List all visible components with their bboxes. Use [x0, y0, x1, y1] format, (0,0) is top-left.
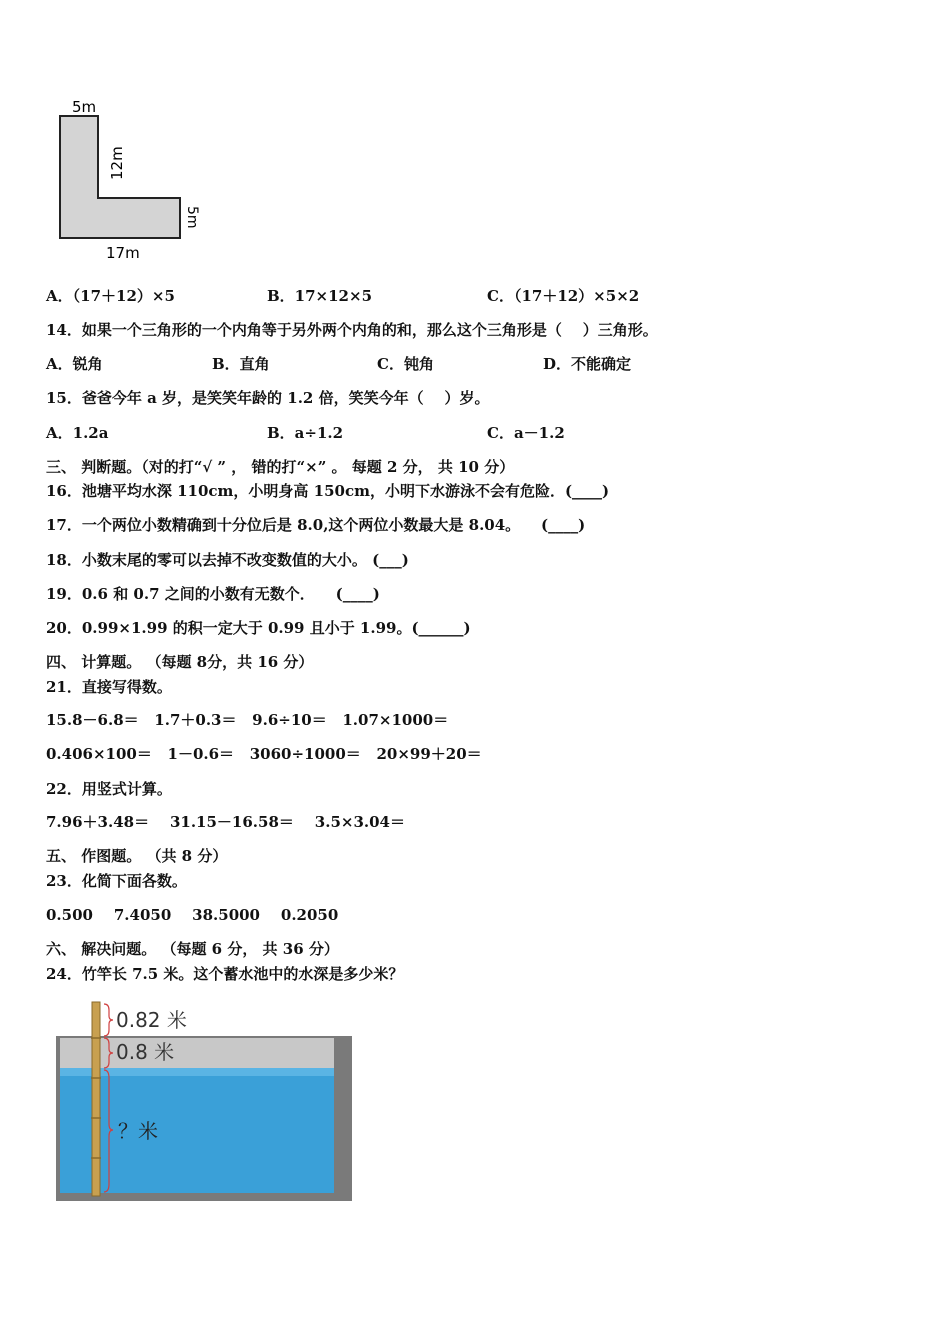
- q22-row: 7.96＋3.48＝ 31.15－16.58＝ 3.5×3.04＝: [46, 813, 405, 831]
- q14-option-b: B．直角: [212, 355, 270, 373]
- q14-option-a: A．锐角: [46, 355, 103, 373]
- q14-option-d: D．不能确定: [543, 355, 632, 373]
- q21: 21．直接写得数。: [46, 678, 172, 696]
- q16: 16．池塘平均水深 110cm，小明身高 150cm，小明下水游泳不会有危险．(____): [46, 482, 610, 500]
- pool-air-layer: [60, 1038, 334, 1068]
- section-5-heading: 五、 作图题。 （共 8 分）: [46, 847, 228, 865]
- q21-row-2: 0.406×100＝ 1－0.6＝ 3060÷1000＝ 20×99＋20＝: [46, 745, 482, 763]
- q15-option-b: B．a÷1.2: [267, 424, 344, 442]
- q23: 23．化简下面各数。: [46, 872, 187, 890]
- q13-option-b: B．17×12×5: [267, 287, 373, 305]
- bamboo-pole: [92, 1002, 100, 1196]
- l-right-label: 5m: [184, 206, 200, 229]
- pool-water-highlight: [60, 1068, 334, 1076]
- q13-option-c: C．（17＋12）×5×2: [487, 287, 640, 305]
- l-top-label: 5m: [72, 98, 97, 116]
- pool-figure: [56, 998, 352, 1203]
- brace-top: [104, 1004, 113, 1036]
- pool-water: [60, 1068, 334, 1193]
- q24: 24．竹竿长 7.5 米。这个蓄水池中的水深是多少米？: [46, 965, 404, 983]
- l-bottom-label: 17m: [106, 244, 140, 262]
- q22: 22．用竖式计算。: [46, 780, 172, 798]
- l-side-label: 12m: [108, 146, 126, 180]
- q20: 20．0.99×1.99 的积一定大于 0.99 且小于 1.99。(______): [46, 619, 471, 637]
- pool-label-water: ？米: [118, 1119, 158, 1143]
- q14-option-c: C．钝角: [377, 355, 434, 373]
- section-4-heading: 四、 计算题。 （每题 8分，共 16 分）: [46, 653, 314, 671]
- section-3-heading: 三、 判断题。（对的打“√ ” ， 错的打“×” 。 每题 2 分， 共 10 分）: [46, 458, 515, 476]
- l-shape-figure: [50, 94, 220, 266]
- q15-option-c: C．a－1.2: [487, 424, 565, 442]
- q13-option-a: A．（17＋12）×5: [46, 287, 175, 305]
- section-6-heading: 六、 解决问题。 （每题 6 分， 共 36 分）: [46, 940, 339, 958]
- q18: 18．小数末尾的零可以去掉不改变数值的大小。 (___): [46, 551, 409, 569]
- q15-stem: 15．爸爸今年 a 岁，是笑笑年龄的 1.2 倍，笑笑今年（ ）岁。: [46, 389, 490, 407]
- pool-label-mid: 0.8 米: [116, 1040, 175, 1064]
- q17: 17．一个两位小数精确到十分位后是 8.0,这个两位小数最大是 8.04。 (____): [46, 516, 586, 534]
- q21-row-1: 15.8－6.8＝ 1.7＋0.3＝ 9.6÷10＝ 1.07×1000＝: [46, 711, 449, 729]
- pool-label-top: 0.82 米: [116, 1008, 187, 1032]
- q19: 19．0.6 和 0.7 之间的小数有无数个． (____): [46, 585, 380, 603]
- q14-stem: 14．如果一个三角形的一个内角等于另外两个内角的和，那么这个三角形是（ ）三角形。: [46, 321, 658, 339]
- q15-option-a: A．1.2a: [46, 424, 109, 442]
- q23-row: 0.500 7.4050 38.5000 0.2050: [46, 906, 339, 924]
